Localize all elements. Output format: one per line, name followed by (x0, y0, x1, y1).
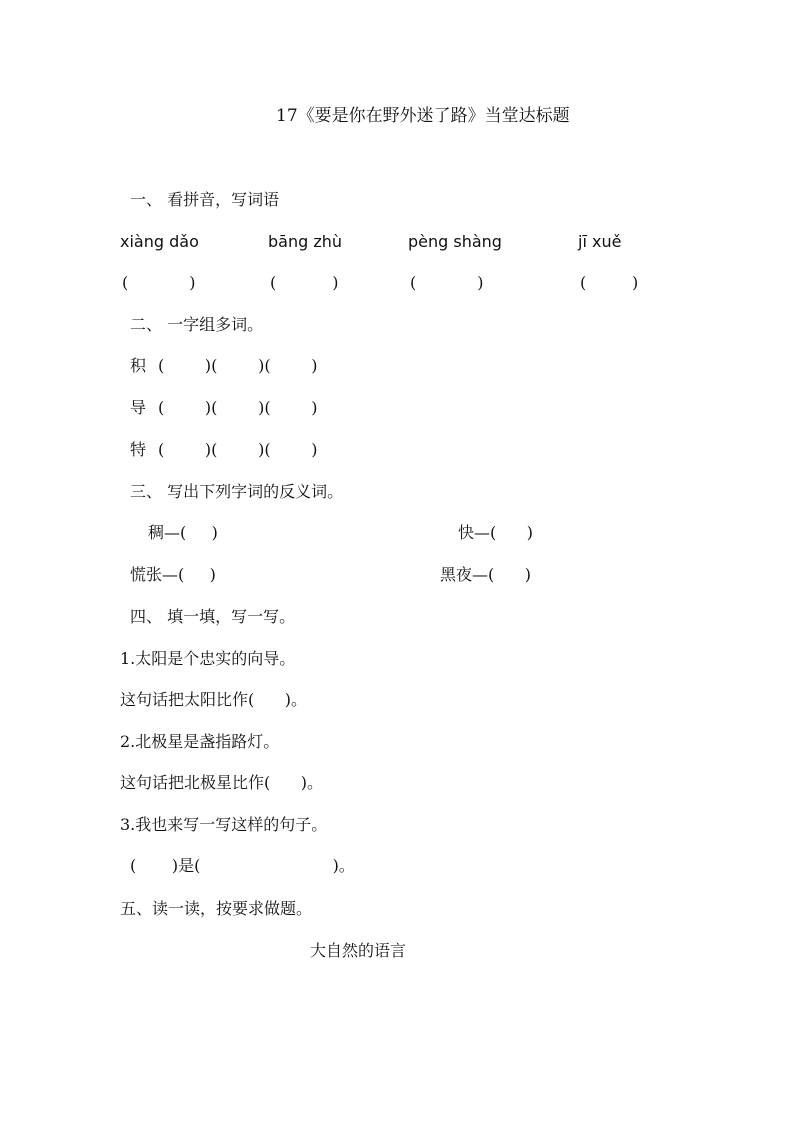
fill-line-6[interactable]: ( )是( )。 (130, 856, 355, 875)
antonym-item-1[interactable]: 稠—( ) (148, 523, 218, 542)
fill-line-2[interactable]: 这句话把太阳比作( )。 (120, 690, 308, 709)
fill-line-3: 2.北极星是盏指路灯。 (120, 732, 280, 751)
pinyin-4: jī xuě (578, 232, 622, 251)
fill-line-5: 3.我也来写一写这样的句子。 (120, 815, 328, 834)
word-blanks-3[interactable]: ( )( )( ) (158, 440, 318, 459)
pinyin-1: xiàng dǎo (120, 232, 199, 251)
word-char-3: 特 (130, 440, 147, 459)
word-char-1: 积 (130, 356, 147, 375)
antonym-item-3[interactable]: 慌张—( ) (130, 565, 216, 584)
section1-heading: 一、 看拼音，写词语 (130, 190, 280, 209)
section2-heading: 二、 一字组多词。 (130, 315, 264, 334)
answer-blank-4[interactable]: ( ) (580, 273, 639, 292)
antonym-item-4[interactable]: 黑夜—( ) (440, 565, 532, 584)
answer-blank-2[interactable]: ( ) (270, 273, 339, 292)
answer-blank-3[interactable]: ( ) (410, 273, 484, 292)
fill-line-1: 1.太阳是个忠实的向导。 (120, 649, 296, 668)
word-blanks-1[interactable]: ( )( )( ) (158, 356, 318, 375)
section3-heading: 三、 写出下列字词的反义词。 (130, 482, 344, 501)
antonym-item-2[interactable]: 快—( ) (458, 523, 534, 542)
fill-line-4[interactable]: 这句话把北极星比作( )。 (120, 773, 324, 792)
section4-heading: 四、 填一填，写一写。 (130, 607, 296, 626)
section5-heading: 五、读一读，按要求做题。 (120, 899, 313, 918)
pinyin-2: bāng zhù (268, 232, 343, 251)
word-char-2: 导 (130, 398, 147, 417)
word-blanks-2[interactable]: ( )( )( ) (158, 398, 318, 417)
answer-blank-1[interactable]: ( ) (122, 273, 196, 292)
page-title: 17《要是你在野外迷了路》当堂达标题 (276, 106, 570, 126)
passage-title: 大自然的语言 (310, 941, 407, 960)
pinyin-3: pèng shàng (408, 232, 502, 251)
